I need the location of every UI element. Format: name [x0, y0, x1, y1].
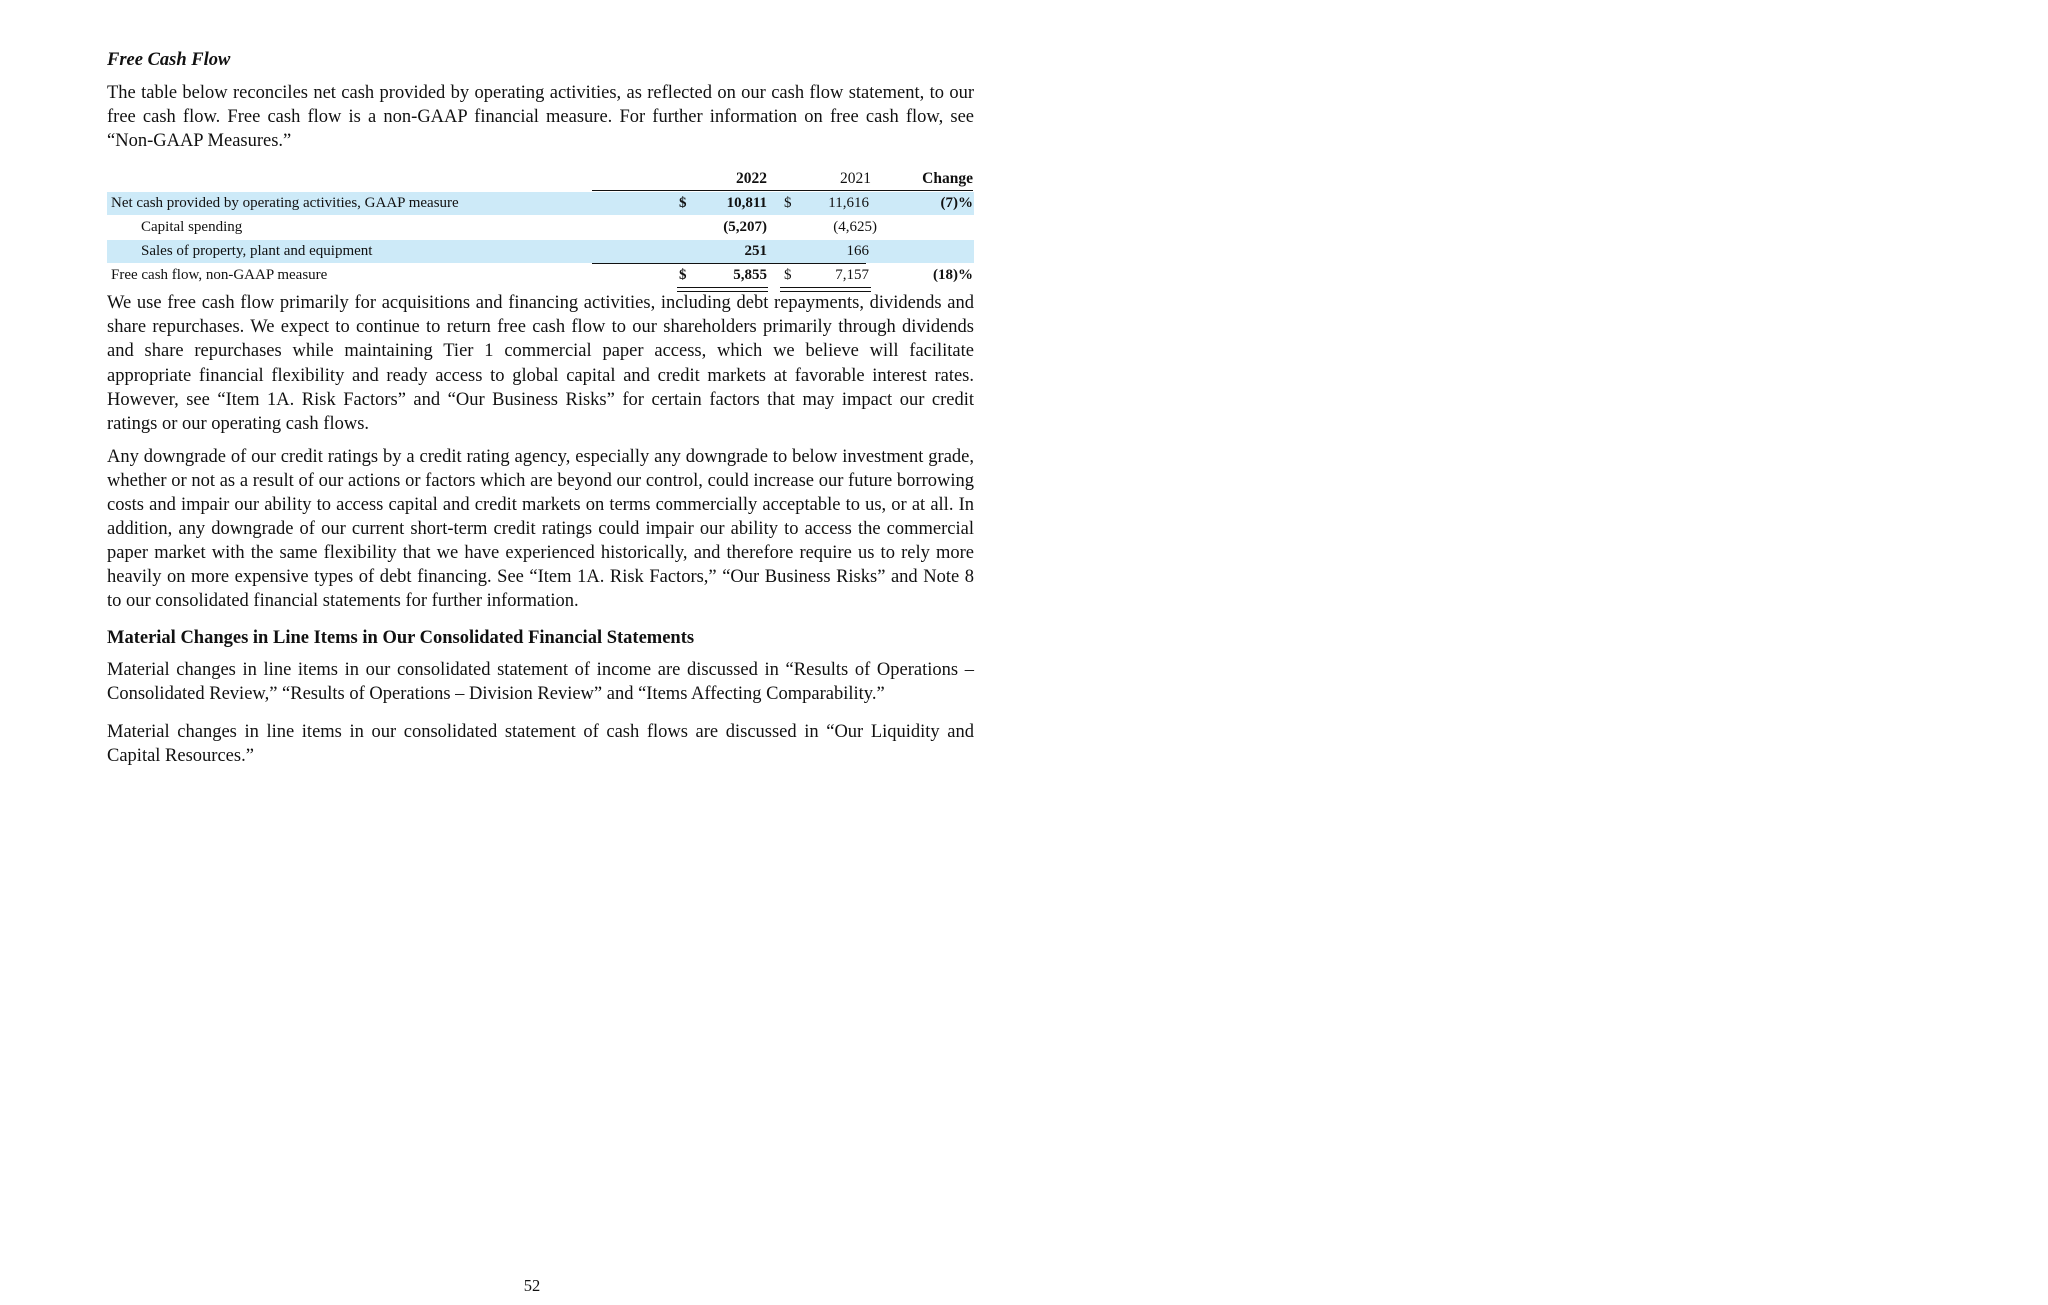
column-header-change: Change — [922, 170, 973, 188]
currency-2021: $ — [784, 267, 792, 284]
value-2022: 10,811 — [726, 195, 767, 212]
page-number: 52 — [523, 1276, 541, 1295]
total-double-rule-2022 — [677, 287, 768, 292]
table-row — [107, 240, 974, 263]
body-paragraph: Material changes in line items in our consolidated statement of cash flows are discussed in “Our Liquidity and Capital Resources.” — [107, 721, 974, 766]
currency-2022: $ — [679, 267, 687, 284]
value-2021: 11,616 — [828, 195, 869, 212]
value-change: (7)% — [940, 195, 973, 212]
document-page — [107, 44, 974, 777]
section-heading-material-changes: Material Changes in Line Items in Our Consolidated Financial Statements — [107, 627, 695, 648]
section-heading-free-cash-flow: Free Cash Flow — [107, 50, 231, 70]
value-2021: 7,157 — [835, 267, 869, 284]
row-label: Free cash flow, non-GAAP measure — [111, 267, 328, 284]
currency-2021: $ — [784, 195, 792, 212]
currency-2022: $ — [679, 195, 687, 212]
column-header-2021: 2021 — [840, 170, 871, 188]
value-2022: 5,855 — [733, 267, 767, 284]
value-change: (18)% — [933, 267, 973, 284]
body-paragraph: Any downgrade of our credit ratings by a credit rating agency, especially any downgrade to below investment grade, whether or not as a result of our actions or factors which are beyond our control, could increase our future borrowing costs and impair our ability to access capital and credit markets on terms commercially acceptable to us, or at all. In addition, any downgrade of our current short-term credit ratings could impair our ability to access the commercial paper market with the same flexibility that we have experienced historically, and therefore require us to rely more heavily on more expensive types of debt financing. See “Item 1A. Risk Factors,” “Our Business Risks” and Note 8 to our consolidated financial statements for further information. — [107, 446, 974, 612]
body-paragraph: We use free cash flow primarily for acquisitions and financing activities, including debt repayments, dividends and share repurchases. We expect to continue to return free cash flow to our shareholders primarily through dividends and share repurchases while maintaining Tier 1 commercial paper access, which we believe will facilitate appropriate financial flexibility and ready access to global capital and credit markets at favorable interest rates. However, see “Item 1A. Risk Factors” and “Our Business Risks” for certain factors that may impact our credit ratings or our operating cash flows. — [107, 293, 974, 434]
header-rule — [592, 190, 973, 191]
free-cash-flow-table — [107, 169, 974, 284]
value-2021: (4,625) — [833, 219, 877, 236]
body-paragraph: Material changes in line items in our consolidated statement of income are discussed in “Results of Operations – Consolidated Review,” “Results of Operations – Division Review” and “Items Affecting Comparability.” — [107, 659, 974, 704]
value-2022: (5,207) — [723, 219, 767, 236]
table-row — [107, 216, 974, 239]
value-2022: 251 — [744, 243, 767, 260]
total-double-rule-2021 — [780, 287, 871, 292]
row-label: Sales of property, plant and equipment — [141, 243, 373, 260]
value-2021: 166 — [846, 243, 869, 260]
table-row — [107, 264, 974, 287]
intro-paragraph: The table below reconciles net cash provided by operating activities, as reflected on our cash flow statement, to our free cash flow. Free cash flow is a non-GAAP financial measure. For further information on free cash flow, see “Non-GAAP Measures.” — [107, 83, 974, 152]
column-header-2022: 2022 — [736, 170, 767, 188]
row-label: Net cash provided by operating activities, GAAP measure — [111, 195, 459, 212]
table-row — [107, 192, 974, 215]
row-label: Capital spending — [141, 219, 243, 236]
